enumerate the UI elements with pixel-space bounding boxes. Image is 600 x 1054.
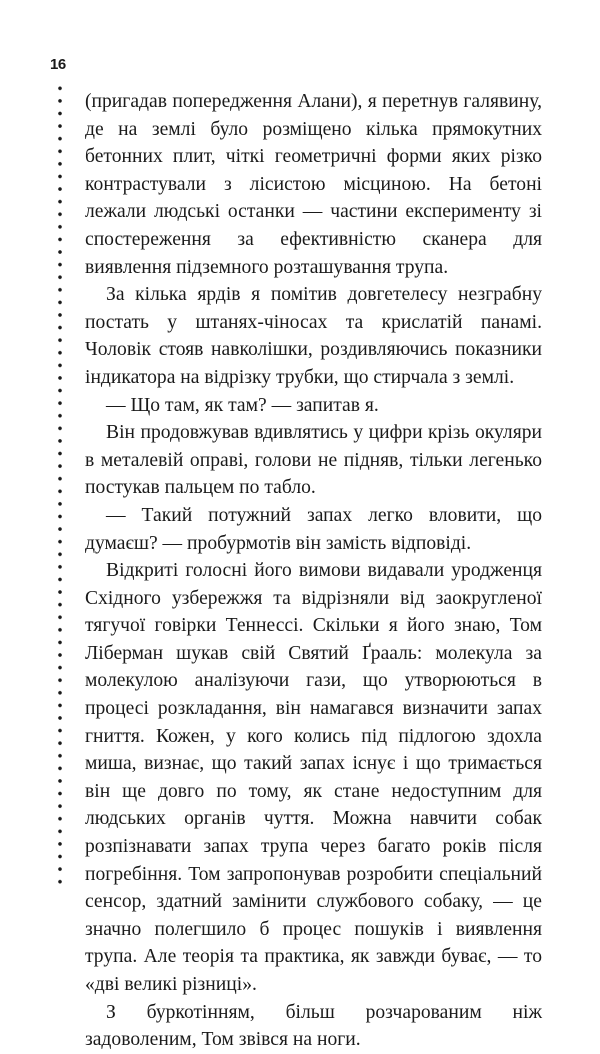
paragraph: — Що там, як там? — запитав я.: [106, 394, 379, 416]
paragraph: За кілька ярдів я помітив довгетелесу незграбну постать у штанях-чіносах та крислатій панамі. Чоловік стояв навколішки, роздивляючись показники індикатора на відрізку трубки, що стирчала з землі.: [85, 284, 542, 388]
dotted-margin-rule: [58, 82, 62, 890]
paragraph: (пригадав попередження Алани), я перетнув галявину, де на землі було розміщено кілька прямокутних бетонних плит, чіткі геометричні форми яких різко контрастували з лісистою місциною. На бетоні лежали людські останки — частини експерименту зі спостереження за ефективністю сканера для виявлення підземного розташування трупа.: [85, 91, 542, 278]
paragraph: — Такий потужний запах легко вловити, що думаєш? — пробурмотів він замість відповіді.: [85, 504, 542, 554]
paragraph: Відкриті голосні його вимови видавали уродженця Східного узбережжя та відрізняли від заокругленої тягучої говірки Теннессі. Скільки я його знаю, Том Ліберман шукав свій Святий Ґрааль: молекула за молекулою аналізуючи гази, що утворюються в процесі розкладання, він намагався визначити запах гниття. Кожен, у кого колись під підлогою здохла миша, визнає, що такий запах існує і що тримається він ще довго по тому, як стане недоступним для людських органів чуття. Можна навчити собак розпізнавати запах трупа через багато років після погребіння. Том запропонував розробити спеціальний сенсор, здатний замінити службового собаку, — це значно полегшило б процес пошуків і виявлення трупа. Але теорія та практика, як завжди буває, — то «дві великі різниці».: [85, 560, 542, 995]
paragraph: Він продовжував вдивлятись у цифри крізь окуляри в металевій оправі, голови не підняв, тільки легенько постукав пальцем по табло.: [85, 422, 542, 499]
paragraph: З буркотінням, більш розчарованим ніж задоволеним, Том звівся на ноги.: [85, 1001, 542, 1051]
page-number: 16: [50, 56, 66, 73]
body-text: [85, 88, 542, 1054]
